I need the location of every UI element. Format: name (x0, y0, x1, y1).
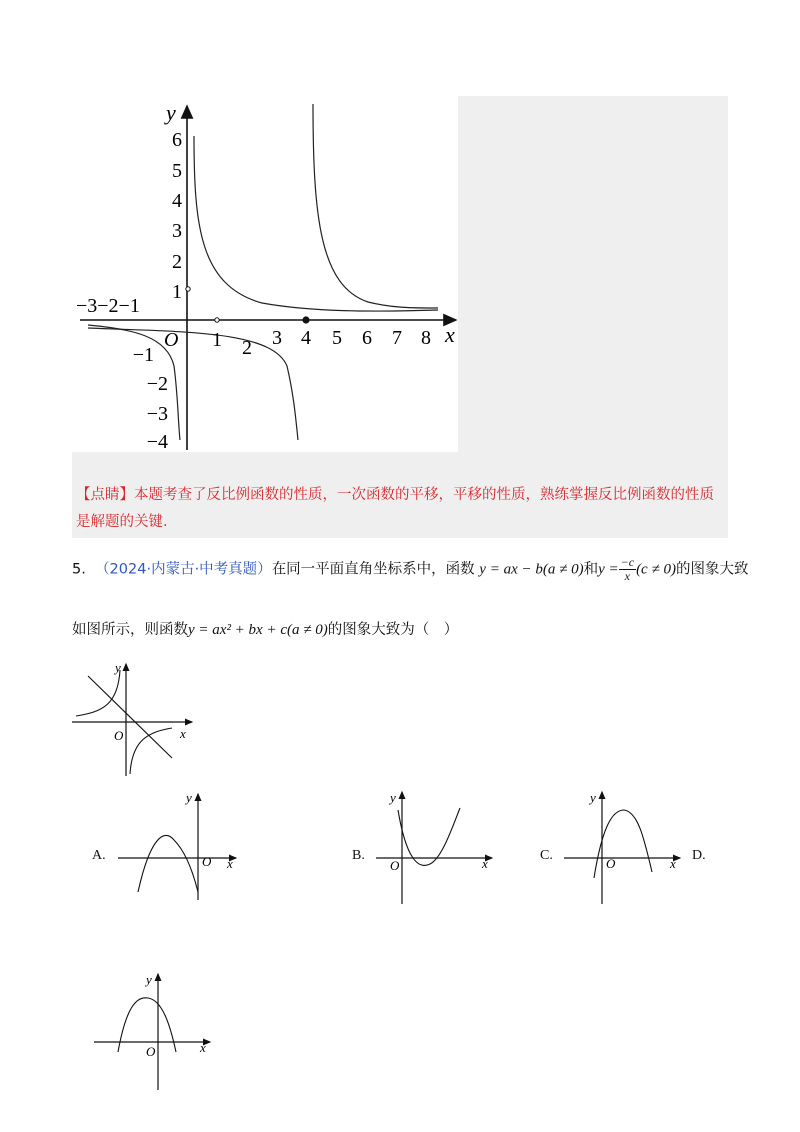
solid-point-x4 (302, 316, 309, 323)
ref-hyperbola-left (76, 670, 120, 716)
open-point-x1 (215, 318, 219, 322)
reference-figure (68, 660, 198, 780)
condition-c: (c ≠ 0) (636, 561, 676, 578)
curve-lower-right (88, 328, 298, 440)
option-a-y-label: y (186, 790, 192, 805)
x-tick: 6 (362, 327, 372, 349)
x-tick: 8 (421, 327, 431, 349)
hint-paragraph (76, 482, 724, 536)
option-d-x-label: x (200, 1040, 206, 1055)
y-tick: 2 (172, 251, 182, 273)
option-a-graph[interactable] (114, 788, 244, 902)
question-source: （2024·内蒙古·中考真题） (95, 561, 272, 578)
y-tick: 3 (172, 220, 182, 242)
option-c-x-label: x (670, 856, 676, 871)
curve-upper-left (194, 136, 438, 311)
question-number: 5. (72, 561, 86, 578)
x-tick: 5 (332, 327, 342, 349)
x-tick: 3 (272, 327, 282, 349)
option-b-origin: O (390, 858, 400, 873)
fraction-denominator: x (624, 569, 630, 583)
question-text-3: 如图所示，则函数 (72, 622, 188, 638)
x-tick: 2 (242, 337, 252, 359)
option-b-x-label: x (482, 856, 488, 871)
y-tick: 6 (172, 129, 182, 151)
curve-upper-right (313, 104, 438, 308)
option-a-x-label: x (227, 856, 233, 871)
option-d-label[interactable]: D. (692, 848, 706, 863)
option-c-origin: O (606, 856, 616, 871)
option-b-graph[interactable] (372, 788, 502, 906)
hyperbola-graph (72, 96, 462, 456)
y-tick: 1 (172, 281, 182, 303)
option-a-origin: O (202, 854, 212, 869)
option-b-y-label: y (390, 790, 396, 805)
x-tick: 1 (212, 329, 222, 351)
question-line-2 (72, 618, 458, 639)
function-linear: y = ax − b (479, 561, 543, 578)
condition-a-2: (a ≠ 0) (287, 622, 328, 638)
y-axis-label: y (166, 100, 176, 125)
option-c-graph[interactable] (560, 788, 690, 906)
condition-a: (a ≠ 0) (542, 561, 584, 578)
option-c-label[interactable]: C. (540, 848, 553, 863)
question-text-1: 在同一平面直角坐标系中，函数 (271, 561, 475, 578)
question-line-1 (72, 556, 748, 583)
ref-y-label: y (115, 660, 121, 675)
x-axis-label: x (445, 322, 455, 347)
y-tick: −2 (146, 373, 168, 395)
fraction (619, 556, 636, 583)
option-a-parabola (138, 835, 198, 892)
ref-line (88, 676, 172, 758)
ref-origin-label: O (114, 728, 124, 743)
option-b-parabola (398, 808, 460, 865)
x-ticks-negative: −3−2−1 (76, 295, 140, 317)
hint-tag: 【点睛】 (76, 487, 134, 503)
ref-hyperbola-right (130, 728, 172, 774)
function-quadratic: y = ax² + bx + c (188, 622, 287, 638)
fraction-numerator: −c (620, 555, 635, 569)
option-c-y-label: y (590, 790, 596, 805)
origin-label: O (164, 329, 179, 351)
open-point-y1 (186, 287, 190, 291)
conjunction: 和 (583, 561, 599, 578)
option-a-label[interactable]: A. (92, 848, 106, 863)
y-tick: −1 (132, 344, 154, 366)
option-b-label[interactable]: B. (352, 848, 365, 863)
option-d-y-label: y (146, 972, 152, 987)
option-c-parabola (594, 810, 652, 878)
ref-x-label: x (180, 726, 186, 741)
y-tick: 4 (172, 190, 182, 212)
function-inverse-lhs: y = (598, 561, 619, 578)
y-tick: −3 (146, 403, 168, 425)
question-text-2: 的图象大致 (675, 561, 749, 578)
y-tick: −4 (146, 431, 168, 453)
x-tick: 4 (301, 327, 311, 349)
x-tick: 7 (392, 327, 402, 349)
option-d-graph[interactable] (90, 968, 220, 1092)
question-text-4: 的图象大致为（ ） (327, 622, 459, 638)
y-tick: 5 (172, 160, 182, 182)
option-d-origin: O (146, 1044, 156, 1059)
hint-body: 本题考查了反比例函数的性质，一次函数的平移，平移的性质，熟练掌握反比例函数的性质是解题的关键. (76, 487, 714, 530)
